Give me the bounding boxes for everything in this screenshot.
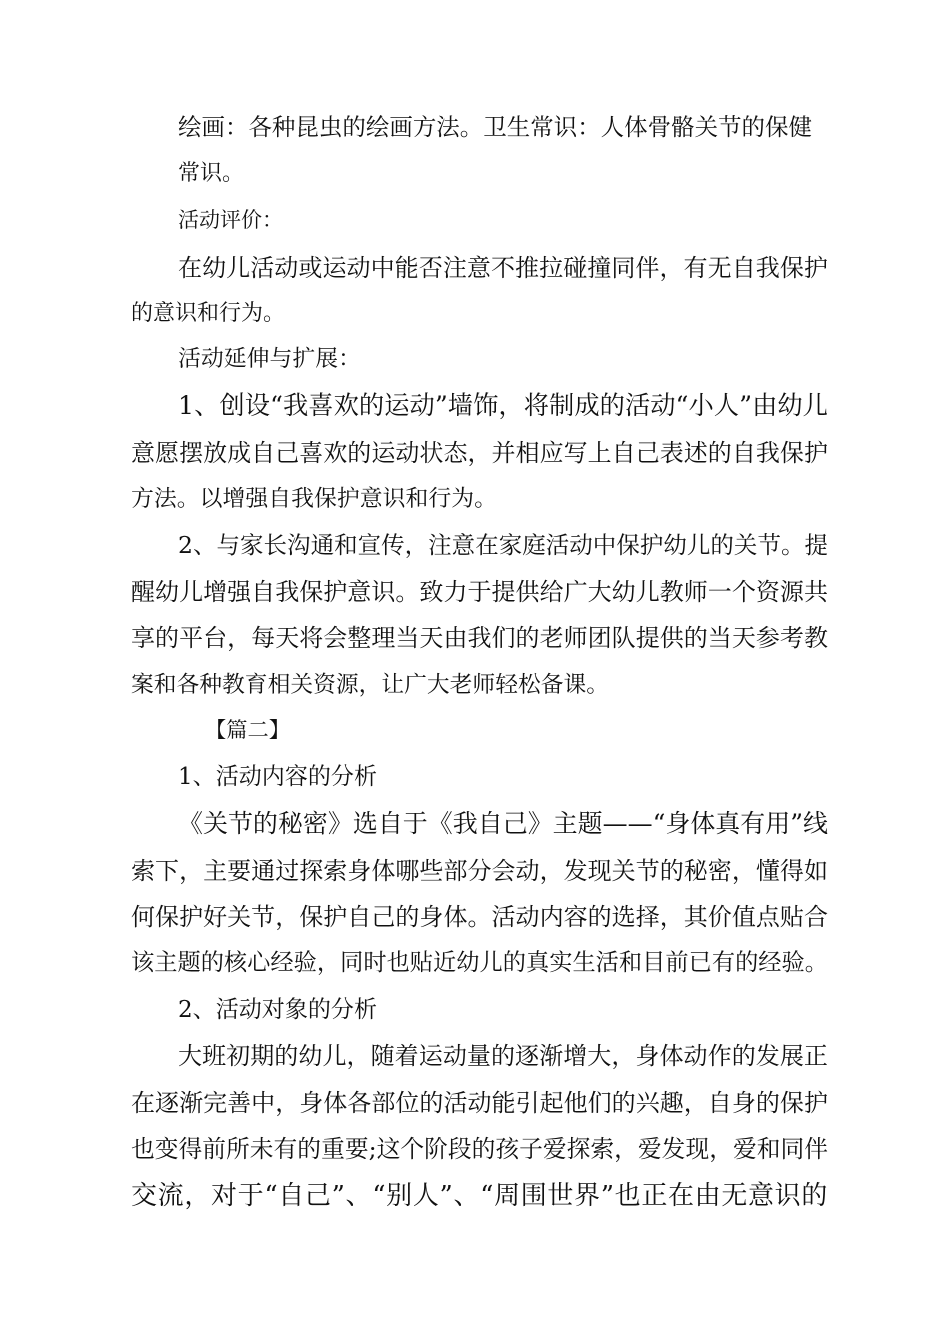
- text-line: 意愿摆放成自己喜欢的运动状态，并相应写上自己表述的自我保护: [131, 439, 828, 467]
- text-line: 醒幼儿增强自我保护意识。致力于提供给广大幼儿教师一个资源共: [131, 578, 828, 606]
- text-line: 的意识和行为。: [131, 301, 286, 326]
- text-line: 索下，主要通过探索身体哪些部分会动，发现关节的秘密，懂得如: [131, 857, 828, 885]
- section-heading: 活动评价：: [178, 208, 283, 232]
- text-line: 大班初期的幼儿，随着运动量的逐渐增大，身体动作的发展正: [178, 1042, 829, 1070]
- section-heading: 活动延伸与扩展：: [178, 346, 362, 372]
- text-line: 绘画：各种昆虫的绘画方法。卫生常识：人体骨骼关节的保健: [178, 113, 813, 141]
- text-line: 在幼儿活动或运动中能否注意不推拉碰撞同伴，有无自我保护: [178, 254, 829, 282]
- section-heading: 【篇二】: [205, 718, 291, 743]
- text-line: 2、与家长沟通和宣传，注意在家庭活动中保护幼儿的关节。提: [178, 531, 828, 559]
- section-heading: 1、活动内容的分析: [178, 764, 377, 790]
- text-line: 1、创设“我喜欢的运动”墙饰，将制成的活动“小人”由幼儿: [178, 391, 828, 420]
- text-line: 何保护好关节，保护自己的身体。活动内容的选择，其价值点贴合: [131, 903, 828, 931]
- text-line: 在逐渐完善中，身体各部位的活动能引起他们的兴趣，自身的保护: [131, 1089, 828, 1117]
- text-line: 也变得前所未有的重要;这个阶段的孩子爱探索，爱发现，爱和同伴: [131, 1135, 828, 1163]
- text-line: 交流，对于“自己”、“别人”、“周围世界”也正在由无意识的: [131, 1181, 828, 1211]
- text-line: 该主题的核心经验，同时也贴近幼儿的真实生活和目前已有的经验。: [131, 949, 829, 976]
- section-heading: 2、活动对象的分析: [178, 997, 377, 1023]
- text-line: 常识。: [178, 161, 245, 186]
- text-line: 方法。以增强自我保护意识和行为。: [131, 486, 498, 512]
- text-line: 案和各种教育相关资源，让广大老师轻松备课。: [131, 672, 609, 698]
- text-line: 享的平台，每天将会整理当天由我们的老师团队提供的当天参考教: [131, 624, 828, 652]
- text-line: 《关节的秘密》选自于《我自己》主题——“身体真有用”线: [178, 809, 828, 838]
